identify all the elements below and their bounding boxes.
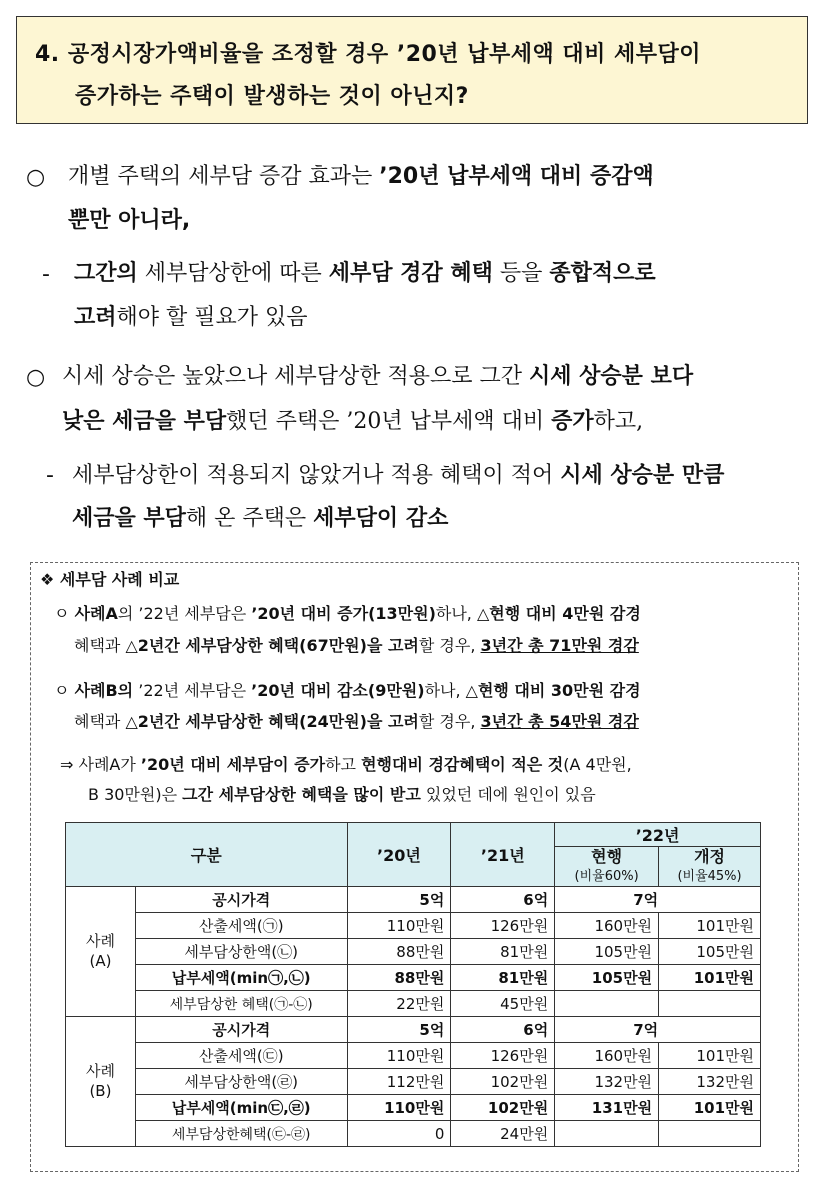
cell-2022-current: 105만원 (555, 939, 659, 965)
case-a-line1: ㅇ 사례A의 ’22년 세부담은 ’20년 대비 증가(13만원)하나, △현행 대비 4만원 감경 (54, 604, 641, 623)
cell-2021: 126만원 (451, 913, 555, 939)
cell-2020: 88만원 (347, 939, 451, 965)
paragraph-1-line1: 개별 주택의 세부담 증감 효과는 ’20년 납부세액 대비 증감액 (68, 164, 654, 189)
table-row (66, 887, 761, 913)
cell-2022-current (555, 1121, 659, 1147)
arrow-icon: ⇒ (60, 755, 74, 774)
table-row (66, 991, 761, 1017)
cell-2022-revised: 101만원 (659, 965, 761, 991)
cell-2021: 102만원 (451, 1069, 555, 1095)
cell-2020: 5억 (347, 1017, 451, 1043)
dash-marker: - (42, 262, 50, 287)
row-label: 세부담상한액(㉣) (135, 1069, 347, 1095)
cell-2021: 24만원 (451, 1121, 555, 1147)
table-row (66, 1043, 761, 1069)
row-label: 산출세액(㉠) (135, 913, 347, 939)
paragraph-4-line2: 세금을 부담해 온 주택은 세부담이 감소 (72, 506, 449, 531)
header-category: 구분 (66, 823, 348, 887)
cell-2022: 7억 (555, 887, 761, 913)
case-box-heading: ❖ 세부담 사례 비교 (40, 570, 180, 589)
conclusion-line2: B 30만원)은 그간 세부담상한 혜택을 많이 받고 있었던 데에 원인이 있음 (88, 785, 596, 804)
cell-2021: 102만원 (451, 1095, 555, 1121)
cell-2020: 0 (347, 1121, 451, 1147)
table-row (66, 1069, 761, 1095)
paragraph-2-line2: 고려해야 할 필요가 있음 (74, 305, 308, 330)
paragraph-3-line1: 시세 상승은 높았으나 세부담상한 적용으로 그간 시세 상승분 보다 (62, 364, 694, 389)
cell-2021: 81만원 (451, 939, 555, 965)
case-b-line2: 혜택과 △2년간 세부담상한 혜택(24만원)을 고려할 경우, 3년간 총 54만원 경감 (74, 712, 639, 731)
cell-2022-current: 160만원 (555, 913, 659, 939)
dash-marker: - (46, 463, 54, 488)
row-label: 납부세액(min㉠,㉡) (135, 965, 347, 991)
conclusion-line1: ⇒ 사례A가 ’20년 대비 세부담이 증가하고 현행대비 경감혜택이 적은 것(A 4만원, (60, 755, 632, 774)
cell-2022-revised (659, 991, 761, 1017)
cell-2022-revised: 101만원 (659, 913, 761, 939)
row-label: 세부담상한액(㉡) (135, 939, 347, 965)
cell-2020: 22만원 (347, 991, 451, 1017)
paragraph-3-line2: 낮은 세금을 부담했던 주택은 ’20년 납부세액 대비 증가하고, (62, 409, 644, 434)
row-label: 세부담상한혜택(㉢-㉣) (135, 1121, 347, 1147)
cell-2020: 5억 (347, 887, 451, 913)
cell-2020: 110만원 (347, 1043, 451, 1069)
row-label: 납부세액(min㉢,㉣) (135, 1095, 347, 1121)
case-b-label: 사례 (B) (66, 1017, 136, 1147)
question-title-line1: 4. 공정시장가액비율을 조정할 경우 ’20년 납부세액 대비 세부담이 (35, 42, 702, 67)
question-title-line2: 증가하는 주택이 발생하는 것이 아닌지? (75, 84, 469, 109)
cell-2021: 45만원 (451, 991, 555, 1017)
cell-2021: 6억 (451, 1017, 555, 1043)
paragraph-2-line1: 그간의 세부담상한에 따른 세부담 경감 혜택 등을 종합적으로 (74, 261, 656, 286)
table-row (66, 1095, 761, 1121)
header-2021: ’21년 (451, 823, 555, 887)
header-2020: ’20년 (347, 823, 451, 887)
paragraph-4-line1: 세부담상한이 적용되지 않았거나 적용 혜택이 적어 시세 상승분 만큼 (72, 463, 725, 488)
header-current: 현행 (비율60%) (555, 847, 659, 887)
cell-2022-current (555, 991, 659, 1017)
row-label: 공시가격 (135, 1017, 347, 1043)
cell-2021: 126만원 (451, 1043, 555, 1069)
cell-2022-revised: 101만원 (659, 1095, 761, 1121)
cell-2022-revised (659, 1121, 761, 1147)
tax-burden-comparison-table (65, 822, 761, 1147)
paragraph-1-line2: 뿐만 아니라, (68, 208, 191, 233)
row-label: 세부담상한 혜택(㉠-㉡) (135, 991, 347, 1017)
cell-2022-current: 160만원 (555, 1043, 659, 1069)
cell-2020: 88만원 (347, 965, 451, 991)
cell-2022-revised: 101만원 (659, 1043, 761, 1069)
table-row (66, 965, 761, 991)
table-row (66, 1017, 761, 1043)
table-row (66, 913, 761, 939)
cell-2022-revised: 105만원 (659, 939, 761, 965)
title-box (16, 16, 808, 124)
cell-2022-current: 105만원 (555, 965, 659, 991)
row-label: 공시가격 (135, 887, 347, 913)
case-a-line2: 혜택과 △2년간 세부담상한 혜택(67만원)을 고려할 경우, 3년간 총 71만원 경감 (74, 636, 639, 655)
table-row (66, 1121, 761, 1147)
cell-2020: 112만원 (347, 1069, 451, 1095)
cell-2020: 110만원 (347, 1095, 451, 1121)
header-2022: ’22년 (555, 823, 761, 847)
case-b-line1: ㅇ 사례B의 ’22년 세부담은 ’20년 대비 감소(9만원)하나, △현행 대비 30만원 감경 (54, 681, 641, 700)
table-row (66, 939, 761, 965)
header-revised: 개정 (비율45%) (659, 847, 761, 887)
bullet-circle: ○ (26, 365, 46, 390)
case-a-label: 사례 (A) (66, 887, 136, 1017)
cell-2021: 6억 (451, 887, 555, 913)
bullet-circle: ○ (26, 165, 46, 190)
cell-2022-revised: 132만원 (659, 1069, 761, 1095)
row-label: 산출세액(㉢) (135, 1043, 347, 1069)
cell-2022: 7억 (555, 1017, 761, 1043)
cell-2022-current: 132만원 (555, 1069, 659, 1095)
cell-2022-current: 131만원 (555, 1095, 659, 1121)
cell-2020: 110만원 (347, 913, 451, 939)
cell-2021: 81만원 (451, 965, 555, 991)
